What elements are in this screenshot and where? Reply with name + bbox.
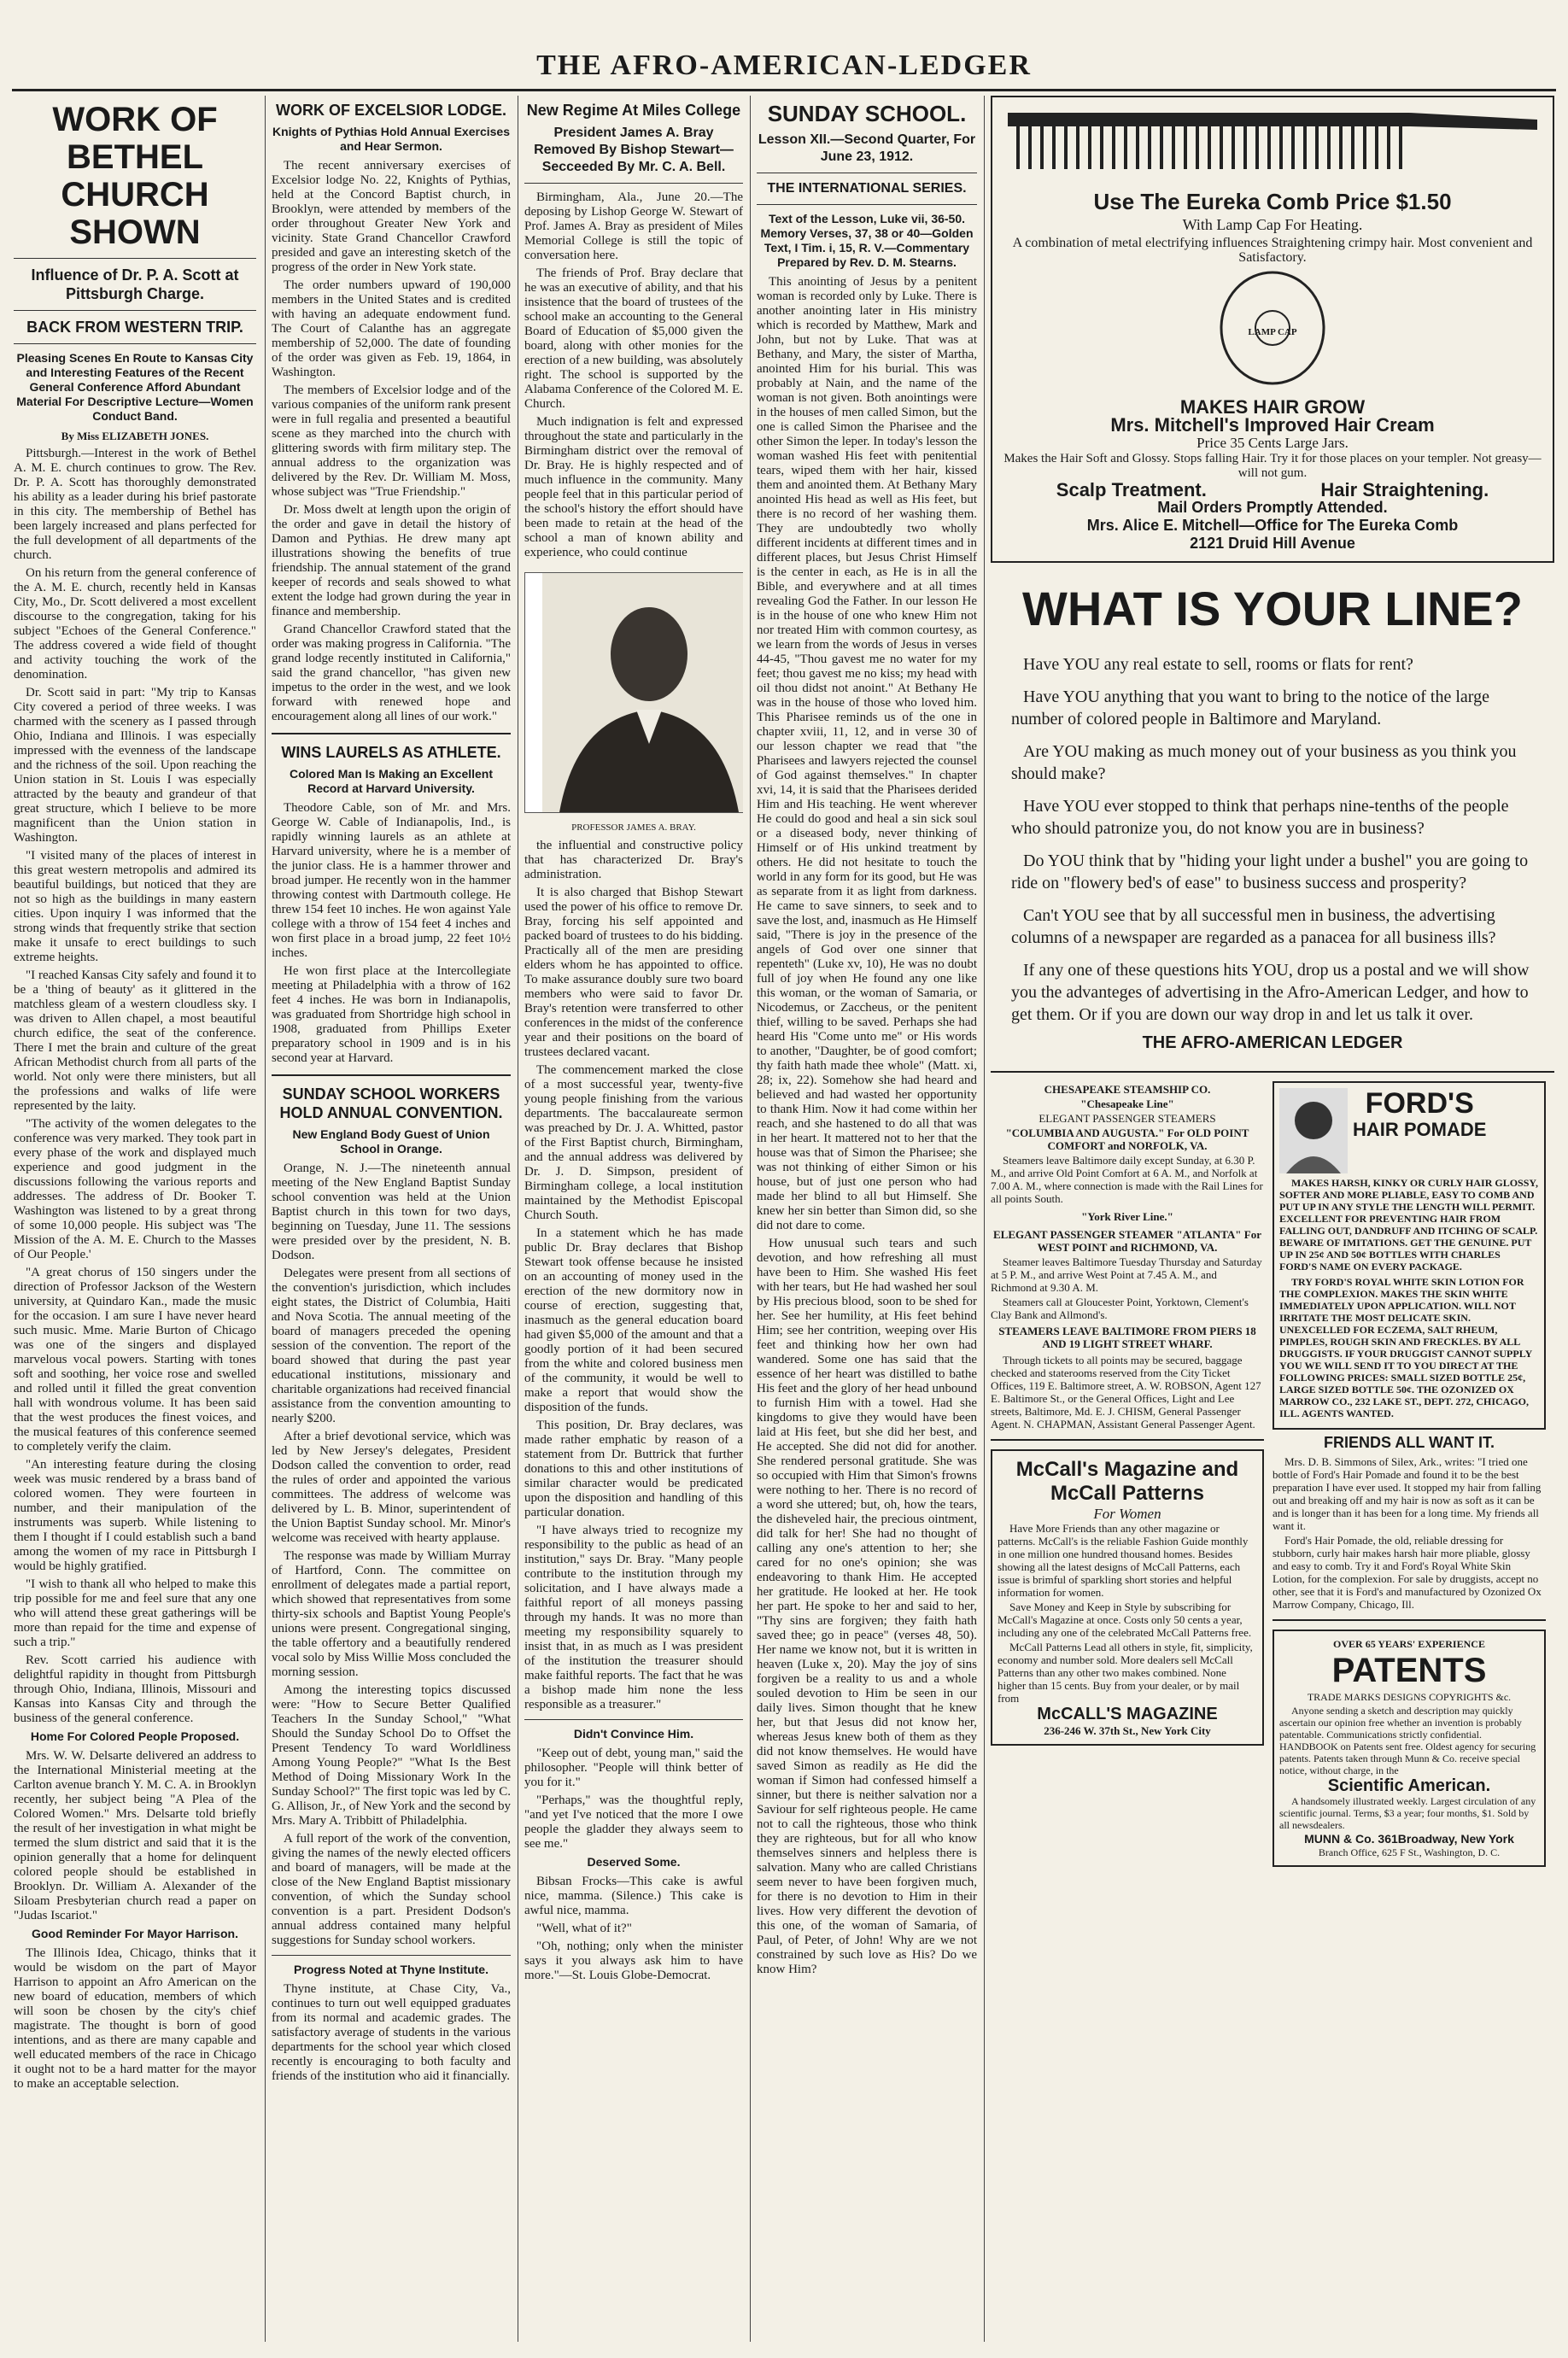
eureka-title: Use The Eureka Comb Price $1.50 <box>1093 189 1452 214</box>
paragraph: "Well, what of it?" <box>536 1922 632 1935</box>
masthead: THE AFRO-AMERICAN-LEDGER <box>536 50 1032 81</box>
paragraph: "An interesting feature during the closing week was music rendered by a brass band of colored women. They were fourteen in number, and their manipulation of the instruments was superb. While listening to them I thought if I could establish such a band among the women of my race in Pittsburgh I would be highly gratified. <box>14 1458 256 1573</box>
headline-thyne: Progress Noted at Thyne Institute. <box>294 1963 489 1976</box>
paragraph: Orange, N. J.—The nineteenth annual meeting of the New England Baptist Sunday school convention was held at the Union Baptist church in this town for two days, beginning on Tuesday, June 11. The sessions were presided over by the president, N. B. Dodson. <box>272 1161 511 1262</box>
address: 2121 Druid Hill Avenue <box>1190 535 1355 552</box>
mccall-desc: Have More Friends than any other magazine or patterns. McCall's is the reliable Fashion Guide monthly in one million one hundred thousand homes. Besides showing all the latest designs of McCall Patterns, each issue is brimful of sparkling short stories and helpful information for women. <box>998 1522 1249 1599</box>
friends-title: FRIENDS ALL WANT IT. <box>1324 1434 1495 1451</box>
paragraph: the influential and constructive policy that has characterized Dr. Bray's administration. <box>524 839 743 881</box>
ches-line: "Chesapeake Line" <box>1080 1097 1174 1110</box>
deck: New England Body Guest of Union School in Orange. <box>292 1127 490 1156</box>
paragraph: Mrs. W. W. Delsarte delivered an address to the International Ministerial meeting at the Carlton avenue branch Y. M. C. A. in Brooklyn recently, her subject being "A Plea of the Colored Women." Mrs. Delsarte told briefly the result of her investigation in what might be termed the slum district and said that it is the opinion generally that a home for delinquent colored people should be established in Brooklyn. Dr. William A. Alexander of the Siloam Presbyterian church read a paper on "Judas Iscariot." <box>14 1749 256 1922</box>
paragraph: Much indignation is felt and expressed throughout the state and particularly in the Birmingham district over the removal of Dr. Bray. He is highly respected and of much influence in the community. Many people feel that in this particular period of the school's history the effort should have been made to retain at the head of the school a man of known ability and experience, who could continue <box>524 415 743 559</box>
scientific-american: Scientific American. <box>1327 1776 1491 1795</box>
deck: Knights of Pythias Hold Annual Exercises and Hear Sermon. <box>272 125 510 153</box>
paragraph: "I wish to thank all who helped to make this trip possible for me and feel sure that any one who will attend these great gatherings will be more than repaid for the time and expense of such a trip." <box>14 1577 256 1649</box>
paragraph: Dr. Scott said in part: "My trip to Kansas City covered a period of three weeks. I was charmed with the scenery as I passed through Ohio, Indiana and Illinois. I was especially impressed with the evenness of the landscape and the richness of the soil. Upon reaching the Union station in St. Louis I was especially attracted by the beauty and grandeur of that great structure, which I believe to be more magnificent than the Union station in Washington. <box>14 686 256 845</box>
ches-title: CHESAPEAKE STEAMSHIP CO. <box>1044 1083 1211 1096</box>
friends-desc: Ford's Hair Pomade, the old, reliable dressing for stubborn, curly hair makes harsh hair more pliable, glossy and easy to comb. Try it and Ford's Royal White Skin Lotion, for the complexion. For sale by druggists, accept no other, see that it is Ford's and manufactured by Ozonized Ox Marrow Company, Chicago, Ill. <box>1273 1534 1542 1611</box>
paragraph: He won first place at the Intercollegiate meeting at Philadelphia with a throw of 162 feet 4 inches. He was born in Indianapolis, was graduated from Shortridge high school in 1908, graduated from Phillips Exeter preparatory school in 1909 and is in his second year at Harvard. <box>272 964 511 1065</box>
paragraph: "I visited many of the places of interest in this great western metropolis and admired its beautiful buildings, but noticed that they are not so high as the buildings in many eastern cities. Upon inquiry I was informed that the strong winds that frequently strike that section make it unsafe to erect buildings to such extreme heights. <box>14 849 256 964</box>
column-rule <box>265 96 266 2342</box>
paragraph: "The activity of the women delegates to the conference was very marked. They took part in every phase of the work and displayed much experience and good judgment in the discussions following the various reports and addresses. The address of Dr. Booker T. Washington was listened to by a great throng of some 10,000 people. His subject was 'The Mission of the A. M. E. Church to the Masses of Our People.' <box>14 1117 256 1261</box>
ford-pomade: HAIR POMADE <box>1353 1119 1487 1140</box>
ches-columbia: "COLUMBIA AND AUGUSTA." For OLD POINT COMFORT and NORFOLK, VA. <box>1005 1126 1249 1152</box>
ford-lotion: TRY FORD'S ROYAL WHITE SKIN LOTION FOR THE COMPLEXION. MAKES THE SKIN WHITE IMMEDIATELY UPON APPLICATION. WILL NOT IRRITATE THE MOST DELICATE SKIN. UNEXCELLED FOR ECZEMA, SALT RHEUM, PIMPLES, ROUGH SKIN AND FRECKLES. BY ALL DRUGGISTS. IF YOUR DRUGGIST CANNOT SUPPLY YOU WE WILL SEND IT TO YOU DIRECT AT THE FOLLOWING PRICES: SMALL SIZED BOTTLE 25¢, LARGE SIZED BOTTLE 50¢. THE OZONIZED OX MARROW CO., 232 LAKE ST., DEPT. 272, CHICAGO, ILL. AGENTS WANTED. <box>1279 1276 1532 1419</box>
mccall-address: 236-246 W. 37th St., New York City <box>1044 1724 1211 1737</box>
hair-cream: Mrs. Mitchell's Improved Hair Cream <box>1110 414 1435 436</box>
paragraph: "I reached Kansas City safely and found it to be a 'thing of beauty' as it glittered in the matchless gleam of a western cloudless sky. I was driven to Allen chapel, a most beautiful church edifice, the seat of the conference. There I met the brain and culture of the great African Methodist church from all parts of the world. Not only were there ministers, but all the professions and walks of life were represented by the laity. <box>14 968 256 1113</box>
patents-experience: OVER 65 YEARS' EXPERIENCE <box>1333 1638 1485 1650</box>
column-4 <box>757 96 977 2342</box>
question: Have YOU any real estate to sell, rooms or flats for rent? <box>1023 655 1413 674</box>
makes-soft: Makes the Hair Soft and Glossy. Stops falling Hair. Try it for those places on your templer. Not greasy—will not gum. <box>1003 452 1542 480</box>
headline-excelsior: WORK OF EXCELSIOR LODGE. <box>275 102 506 119</box>
mccall-save: Save Money and Keep in Style by subscribing for McCall's Magazine at once. Costs only 50 cents a year, including any one of the celebrated McCall Patterns free. <box>998 1600 1252 1639</box>
york-piers: STEAMERS LEAVE BALTIMORE FROM PIERS 18 AND 19 LIGHT STREET WHARF. <box>998 1325 1256 1350</box>
munn: MUNN & Co. 361Broadway, New York <box>1304 1832 1514 1846</box>
york-title: "York River Line." <box>1081 1210 1173 1223</box>
paragraph: Rev. Scott carried his audience with delightful rapidity in thought from Pittsburgh through Ohio, Indiana, Illinois, Missouri and Kansas into Kansas City and through the business of the general conference. <box>14 1653 256 1725</box>
subhead-western-trip: BACK FROM WESTERN TRIP. <box>26 319 243 336</box>
ford-title: FORD'S <box>1365 1087 1474 1120</box>
mccall-magazine: McCALL'S MAGAZINE <box>1037 1705 1218 1723</box>
headline-home: Home For Colored People Proposed. <box>30 1729 240 1743</box>
paragraph: The Illinois Idea, Chicago, thinks that it would be wisdom on the part of Mayor Harrison to appoint an Afro American on the new board of education, members of which will soon be chosen by the city's chief magistrate. The thought is born of good intentions, and as there are many capable and well educated members of the race in Chicago it ought not to be a hard matter for the mayor to make an acceptable selection. <box>14 1946 256 2091</box>
paragraph: Dr. Moss dwelt at length upon the origin of the order and gave in detail the history of Damon and Pythias. He drew many apt illustrations showing the benefits of true friendship. The annual statement of the grand keeper of records and seals showed to what extent the lodge had grown during the year in finance and membership. <box>272 503 511 618</box>
paragraph: Theodore Cable, son of Mr. and Mrs. George W. Cable of Indianapolis, Ind., is rapidly winning laurels as an athlete at Harvard university, where he is a member of the junior class. He is a hammer thrower and broad jumper. He recently won in the hammer throwing contest with Dartmouth college. He threw 154 feet 10 inches. He won against Yale college with a throw of 154 feet 4 inches and won first place in a broad jump, 22 feet 10½ inches. <box>272 801 511 960</box>
paragraph: Bibsan Frocks—This cake is awful nice, mamma. (Silence.) This cake is awful nice, mamma. <box>524 1875 743 1917</box>
byline: By Miss ELIZABETH JONES. <box>61 430 209 442</box>
york-atlanta: ELEGANT PASSENGER STEAMER "ATLANTA" For WEST POINT and RICHMOND, VA. <box>993 1228 1261 1254</box>
paragraph: The commencement marked the close of a most successful year, twenty-five young people finishing from the various departments. The baccalaureate sermon was preached by Dr. J. A. Whitted, pastor of the First Baptist church, Birmingham, and the annual address was delivered by Dr. J. D. Simpson, president of Birmingham college, a local institution maintained by the Methodist Episcopal Church South. <box>524 1063 743 1222</box>
paragraph: The friends of Prof. Bray declare that he was an executive of ability, and that his insistence that the board of trustees of the school make an accounting to the General Board of Education of $5,000 given the board, along with other monies for the erection of a new building, was absolutely right. The school is supported by the Alabama Conference of the Colored M. E. Church. <box>524 266 743 411</box>
paragraph: The order numbers upward of 190,000 members in the United States and is credited with having an adequate endowment fund. The Court of Calanthe has an aggregate membership of 52,000. The date of founding of the order was given as Feb. 19, 1864, in Washington. <box>272 278 511 379</box>
line-title: WHAT IS YOUR LINE? <box>1022 582 1523 635</box>
column-rule <box>750 96 751 2342</box>
portrait-caption: PROFESSOR JAMES A. BRAY. <box>571 822 696 833</box>
york-calls: Steamers call at Gloucester Point, Yorktown, Clement's Clay Bank and Allmond's. <box>991 1296 1249 1321</box>
patents-weekly: A handsomely illustrated weekly. Largest circulation of any scientific journal. Terms, $3 a year; four months, $1. Sold by all newsdealers. <box>1279 1795 1536 1831</box>
lamp-cap-label: LAMP CAP <box>1248 327 1297 337</box>
eureka-sub: With Lamp Cap For Heating. <box>1182 216 1363 233</box>
patents-ad <box>1273 1630 1546 1867</box>
question: Do YOU think that by "hiding your light under a bushel" you are going to ride on "flowery bed's of ease" to business success and prosperity? <box>1011 851 1529 892</box>
patents-marks: TRADE MARKS DESIGNS COPYRIGHTS &c. <box>1307 1691 1512 1703</box>
paragraph: "I have always tried to recognize my responsibility to the public as head of an institution," says Dr. Bray. "Many people contribute to the institution through my solicitation, and I have always made a faithful report of all moneys passing through my hands. It was no more than meeting my responsibility squarely to insist that, in as much as I was president of the institution the treasurer should make faithful reports. The fact that he was a bishop made him none the less responsible as a treasurer." <box>524 1524 743 1711</box>
paragraph: "A great chorus of 150 singers under the direction of Professor Jackson of the Western university, at Quindaro Kan., made the music for the occasion. I am sure I have never heard such music. Mme. Marie Burton of Chicago was one of the singers and displayed marvelous vocal powers. Starting with tones soft and soothing, her voice rose and swelled and rolled until it filled the great convention hall with wondrous volume. It has been said that the west produces the finest voices, and the musical features of this conference seemed to completely verify the claim. <box>14 1266 256 1454</box>
headline-miles: New Regime At Miles College <box>526 102 741 119</box>
deck: Colored Man Is Making an Excellent Record at Harvard University. <box>289 767 494 795</box>
paragraph: The recent anniversary exercises of Excelsior lodge No. 22, Knights of Pythias, held at the Concord Baptist church, in Brooklyn, were attended by members of the order throughout Greater New York and vicinity. State Grand Chancellor Crawford presided and gave an interesting sketch of the progress of the order in New York state. <box>272 159 511 274</box>
paragraph: How unusual such tears and such devotion, and how refreshing all must have been to Him. She washed His feet with her tears, but He had washed her soul by His precious blood, soon to be shed for her. See her humility, at His feet behind Him; see her contrition, weeping over His feet and thinking how her own had wandered. Some one has said that the essence of her heart was distilled to bathe His feet and the glory of her head unbound to furnish Him with a towel. Had she kingdoms to give they would have been laid at His feet, but she did her best, and He accepted. She did not did for another. She rendered personal gratitude. She was so occupied with Him that Simon's frowns were nothing to her. There is no record of a word she uttered; but, oh, how the tears, the disheveled hair, the precious ointment, did talk for her! She had no thought of calling any one's attention to her; she cared for no one's opinion; she was endeavoring to thank Him. He accepted her gratitude. He looked at her. He took her part. He spoke to her and said to her, "Thy sins are forgiven; they faith hath saved thee; go in peace" (verses 48, 50). Her name we know not, but it is written in heaven (Luke x, 20). May the joy of sins forgiven be a reality to us and a whole souled devotion to Him be seen in our daily lives. Simon thought that he knew her, but that Jesus did not know her, whereas Jesus knew both of them as they did not know themselves. He would have saved Simon as readily as He did the woman if Simon had confessed himself a sinner, but there is neither salvation nor a Saviour for self righteous people. He came not to call the righteous, those who think they are righteous, but for all who know themselves sinners and helpless there is salvation. Many who are called Christians seem never to have been forgiven much, for there is no devotion to Him in their lives. How very different the devotion of this one, of the woman of Samaria, of Paul, of Peter, of John! Why are we not constrained by such love as His? Do we know Him? <box>757 1237 977 1976</box>
question: Are YOU making as much money out of your business as you think you should make? <box>1011 742 1517 783</box>
mccall-title: McCall's Magazine and McCall Patterns <box>1015 1458 1239 1505</box>
headline-sunday-school: SUNDAY SCHOOL. <box>767 101 967 126</box>
lesson-text: Text of the Lesson, Luke vii, 36-50. Memory Verses, 37, 38 or 40—Golden Text, I Tim. i, 15, R. V.—Commentary Prepared by Rev. D. M. Stearns. <box>760 212 974 269</box>
paragraph: On his return from the general conference of the A. M. E. church, recently held in Kansas City, Mo., Dr. Scott delivered a most excellent discourse to the congregation, taking for his subject "Echoes of the General Conference." The address covered a wide field of thought and activity touching the work of the denomination. <box>14 566 256 682</box>
ches-steamers: ELEGANT PASSENGER STEAMERS <box>1039 1112 1216 1125</box>
portrait-image <box>524 572 743 813</box>
deck: President James A. Bray Removed By Bishop Stewart—Secceeded By Mr. C. A. Bell. <box>534 126 734 174</box>
paragraph: Thyne institute, at Chase City, Va., continues to turn out well equipped graduates from its normal and academic grades. The satisfactory average of students in the various departments for the school year which closed recently is encouraging to both faculty and friends of the institution who aid it financially. <box>272 1982 511 2083</box>
question: Have YOU ever stopped to think that perhaps nine-tenths of the people who should patronize you, do not know you are in business? <box>1011 797 1509 838</box>
headline-sunday-workers: SUNDAY SCHOOL WORKERS HOLD ANNUAL CONVENTION. <box>279 1085 503 1121</box>
paragraph: This anointing of Jesus by a penitent woman is recorded only by Luke. There is another anointing later in His ministry which is recorded by Matthew, Mark and John, but not by Luke. That was at Bethany, and Mary, the sister of Martha, anointed Him for his burial. This was probably at Nain, and the name of the woman is not given. Both anointings were in the houses of men called Simon, but the one is called Simon the Pharisee and the other Simon the leper. In today's lesson the woman washed His feet with penitential tears, wiped them with her hair, kissed them and anointed them. At Bethany Mary anointed His head as well as His feet, but there is no record of her washing them. They are undoubtedly two wholly different incidents at different times and in different places, but Jesus Christ Himself is the center in each, as He is in all the Bible, and everywhere and at all times revealing God the Father. In our lesson He is in the house of one who knew Him not nor treated Him with common courtesy, as we learn from the words of Jesus in verses 44-45, "Thou gavest me no water for my feet; thou gavest me no kiss; my head with oil thou didst not anoint." At Bethany He was in the house of those who loved him. This Pharisee reminds us of the one in chapter xviii, 11, 12, and in verse 30 of our lesson chapter we read that "the Pharisees and lawyers rejected the counsel of God against themselves." In chapter xvi, 14, it is said that the Pharisees derided Him and His teaching. He went wherever He could do good and heal a sin sick soul or a diseased body, never thinking of Himself or of His unkind treatment by others. He did not hesitate to touch the world in any form for its good, but He was as separate from it as light from darkness. He came to save sinners, to seek and to save the lost, and, inasmuch as He Himself said, "There is joy in the presence of the angels of God over one sinner that repenteth" (Luke xv, 10), He was no doubt full of joy when He found any one like this woman, or the woman of Samaria, or Nicodemus, or Zaccheus, or the penitent thief, willing to be saved. Perhaps she had heard His "Come unto me" or His words to another, "Daughter, be of good comfort; thy faith hath made thee whole" (Matt. xi, 28; ix, 22). Somehow she had heard and believed and had wasted her opportunity to thank Him. Now it had come within her reach, and she hastened to do all that was in her heart. It mattered not to her that the house was that of Simon the Pharisee; she was not thinking of either Simon or his house, but of just one person who had made her blind to all but Himself. She knew her sin better than Simon did, so she did not dare to come. <box>757 275 977 1232</box>
patents-desc: Anyone sending a sketch and description may quickly ascertain our opinion free whether an invention is probably patentable. Communications strictly confidential. HANDBOOK on Patents sent free. Oldest agency for securing patents. Patents taken through Munn & Co. receive special notice, without charge, in the <box>1279 1705 1536 1776</box>
friends-letter: Mrs. D. B. Simmons of Silex, Ark., writes: "I tried one bottle of Ford's Hair Pomade and found it to be the best preparation I have ever used. It stopped my hair from falling out and breaking off and my hair is now as soft as it can be and is longer than it has been for a long time. My friends all want it. <box>1273 1455 1542 1532</box>
paragraph: Grand Chancellor Crawford stated that the order was making progress in California. "The grand lodge recently instituted in California," said the grand chancellor, "has given new impetus to the order in the west, and we look forward with renewed hope and encouragement along all lines of our work." <box>272 623 511 723</box>
mccall-for-women: For Women <box>1093 1506 1161 1522</box>
paragraph: This position, Dr. Bray declares, was made rather emphatic by reason of a statement from Dr. Buttrick that further donations to this and other institutions of similar character would be predicated upon the disposition and handling of this particular donation. <box>524 1419 743 1519</box>
ford-desc: MAKES HARSH, KINKY OR CURLY HAIR GLOSSY, SOFTER AND MORE PLIABLE, EASY TO COMB AND PUT UP IN ANY STYLE THE LENGTH WILL PERMIT. EXCELLENT FOR PREVENTING HAIR FROM FALLING OUT, DANDRUFF AND ITCHING OF SCALP. BEWARE OF IMITATIONS. GET THE GENUINE. PUT UP IN 25¢ AND 50¢ BOTTLES WITH CHARLES FORD'S NAME ON EVERY PACKAGE. <box>1279 1177 1538 1273</box>
line-signature: THE AFRO-AMERICAN LEDGER <box>1142 1033 1403 1052</box>
makes-hair-grow: MAKES HAIR GROW <box>1179 396 1366 418</box>
paragraph: After a brief devotional service, which was led by New Jersey's delegates, President Dodson called the convention to order, read the rules of order and appointed the various committees. The address of welcome was delivered by L. B. Minor, superintendent of the Union Baptist Sunday school. Mr. Minor's welcome was received with hearty applause. <box>272 1430 511 1545</box>
paragraph: Pittsburgh.—Interest in the work of Bethel A. M. E. church continues to grow. The Rev. Dr. P. A. Scott has thoroughly demonstrated his ability as a leader during his brief pastorate in this city. The membership of Bethel has been largely increased and plans perfected for the full development of all departments of the church. <box>14 447 256 562</box>
price: Price 35 Cents Large Jars. <box>1196 435 1349 451</box>
headline-mayor: Good Reminder For Mayor Harrison. <box>32 1927 238 1940</box>
paragraph: Among the interesting topics discussed were: "How to Secure Better Qualified Teachers In the Sunday School," "What Should the Sunday School Do to Offset the Present Tendency To ward Worldliness Among Young People?" "What Is the Best Method of Doing Missionary Work In the Sunday School?" The first topic was led by C. G. Allison, Jr., of New York and the second by Mrs. Mary A. Tribbitt of Philadelphia. <box>272 1683 511 1828</box>
ches-schedule: Steamers leave Baltimore daily except Sunday, at 6.30 P. M., and arrive Old Point Comfort at 6 A. M., and Norfolk at 7.00 A. M., where connection is made with the Rail Lines for all points South. <box>991 1154 1263 1205</box>
paragraph: A full report of the work of the convention, giving the names of the newly elected officers and board of managers, will be made at the close of the New England Baptist missionary convention, of which the Sunday school convention is a part. President Dodson's annual address contained many helpful suggestions for Sunday school workers. <box>272 1832 511 1947</box>
headline-athlete: WINS LAURELS AS ATHLETE. <box>281 744 501 761</box>
ford-ad <box>1273 1081 1546 1867</box>
column-1 <box>14 96 256 2342</box>
eureka-desc: A combination of metal electrifying influences Straightening crimpy hair. Most convenient and Satisfactory. <box>1012 236 1533 265</box>
mail-orders: Mail Orders Promptly Attended. <box>1157 499 1388 516</box>
ads-column <box>991 96 1554 2342</box>
what-is-your-line-ad <box>991 563 1554 1062</box>
headline-deserved: Deserved Some. <box>587 1855 681 1869</box>
paragraph: The members of Excelsior lodge and of the various companies of the uniform rank present were in full regalia and presented a beautiful scene as they marched into the church with glittering swords with firm military step. The annual address to the organization was delivered by the Rev. Dr. William M. Moss, whose subject was "True Friendship." <box>272 383 511 499</box>
subhead-scott: Influence of Dr. P. A. Scott at Pittsburgh Charge. <box>31 266 239 302</box>
branch-office: Branch Office, 625 F St., Washington, D. C. <box>1318 1846 1501 1858</box>
headline-convince: Didn't Convince Him. <box>573 1727 694 1741</box>
scalp-treatment: Scalp Treatment. <box>1056 479 1207 500</box>
eureka-ad <box>991 96 1554 563</box>
question: Have YOU anything that you want to bring to the notice of the large number of colored people in Baltimore and Maryland. <box>1011 688 1489 728</box>
mccall-patterns: McCall Patterns Lead all others in style, fit, simplicity, economy and number sold. More dealers sell McCall Patterns than any other two makes combined. None higher than 15 cents. Buy from your dealer, or by mail from <box>998 1641 1253 1705</box>
deck: Pleasing Scenes En Route to Kansas City and Interesting Features of the Recent General Conference Afford Abundant Material For Descriptive Lecture—Women Conduct Band. <box>16 351 254 423</box>
paragraph: Delegates were present from all sections of the convention's jurisdiction, which includes eight states, the District of Columbia, Haiti and Nova Scotia. The annual meeting of the board of managers preceded the opening session of the convention. The report of the board showed that during the past year educational institutions, missionary and charitable organizations had received financial assistance from the convention amounting to nearly $200. <box>272 1267 511 1425</box>
york-tickets: Through tickets to all points may be secured, baggage checked and staterooms reserved from the City Ticket Offices, 119 E. Baltimore street, A. W. ROBSON, Agent 127 E. Baltimore St., or the General Offices, Light and Lee streets, Baltimore, Md. E. J. CHISM, General Passenger Agent. N. CHAPMAN, Assistant General Passenger Agent. <box>991 1354 1261 1431</box>
paragraph: It is also charged that Bishop Stewart used the power of his office to remove Dr. Bray, forcing his self appointed and packed board of trustees to do his bidding. Practically all of the men are presiding elders whom he has appointed to office. To make assurance doubly sure two board members who were said to favor Dr. Bray's retention were transferred to other conferences in the midst of the conference year and their positions on the board of trustees declared vacant. <box>524 886 743 1059</box>
steamship-ad <box>991 1081 1264 1867</box>
office: Mrs. Alice E. Mitchell—Office for The Eureka Comb <box>1086 517 1459 534</box>
paragraph: "Perhaps," was the thoughtful reply, "and yet I've noticed that the more I owe people the gladder they always seem to see me." <box>524 1793 743 1851</box>
question: If any one of these questions hits YOU, drop us a postal and we will show you the advanteges of advertising in the Afro-American Ledger, and how to get them. Or if you are down our way drop in and let us talk it over. <box>1011 961 1530 1024</box>
question: Can't YOU see that by all successful men in business, the advertising columns of a newspaper are regarded as a panacea for all business ills? <box>1011 906 1496 947</box>
deck: Lesson XII.—Second Quarter, For June 23, 1912. <box>758 132 976 164</box>
paragraph: Birmingham, Ala., June 20.—The deposing by Lishop George W. Stewart of Prof. James A. Bray as president of Miles Memorial College is still the topic of conversation here. <box>524 190 743 262</box>
hair-straightening: Hair Straightening. <box>1320 479 1489 500</box>
york-schedule: Steamer leaves Baltimore Tuesday Thursday and Saturday at 5 P. M., and arrive West Point at 7.45 A. M., and Richmond at 9.30 A. M. <box>991 1255 1262 1294</box>
headline-bethel: WORK OF BETHEL CHURCH SHOWN <box>52 101 218 251</box>
mccall-ad <box>991 1449 1264 1746</box>
comb-icon <box>999 104 1546 181</box>
column-2 <box>272 96 511 2342</box>
masthead-rule <box>12 89 1556 91</box>
patents-title: PATENTS <box>1331 1652 1487 1689</box>
paragraph: "Keep out of debt, young man," said the philosopher. "People will think better of you for it." <box>524 1747 743 1789</box>
paragraph: In a statement which he has made public Dr. Bray declares that Bishop Stewart took offense because he insisted on an accounting of money used in the erection of the new dormitory now in course of erection, suggesting that, inasmuch as the general education board had given $5,000 of the amount and that a goodly portion of it had been secured from the white and colored business men of the community, it would be well to make a report that would show the disposition of the funds. <box>524 1226 743 1414</box>
subhead-international: THE INTERNATIONAL SERIES. <box>767 181 967 196</box>
column-rule <box>984 96 985 2342</box>
paragraph: The response was made by William Murray of Hartford, Conn. The committee on enrollment of delegates made a partial report, which showed that representatives from some thirty-six schools and Baptist Young People's unions were present. Congregational singing, the table offertory and a beautifully rendered vocal solo by Miss Willie Moss concluded the morning session. <box>272 1549 511 1679</box>
column-3 <box>524 96 743 2342</box>
paragraph: "Oh, nothing; only when the minister says it you always ask him to have more."—St. Louis Globe-Democrat. <box>524 1940 743 1982</box>
portrait-icon <box>1279 1088 1348 1173</box>
